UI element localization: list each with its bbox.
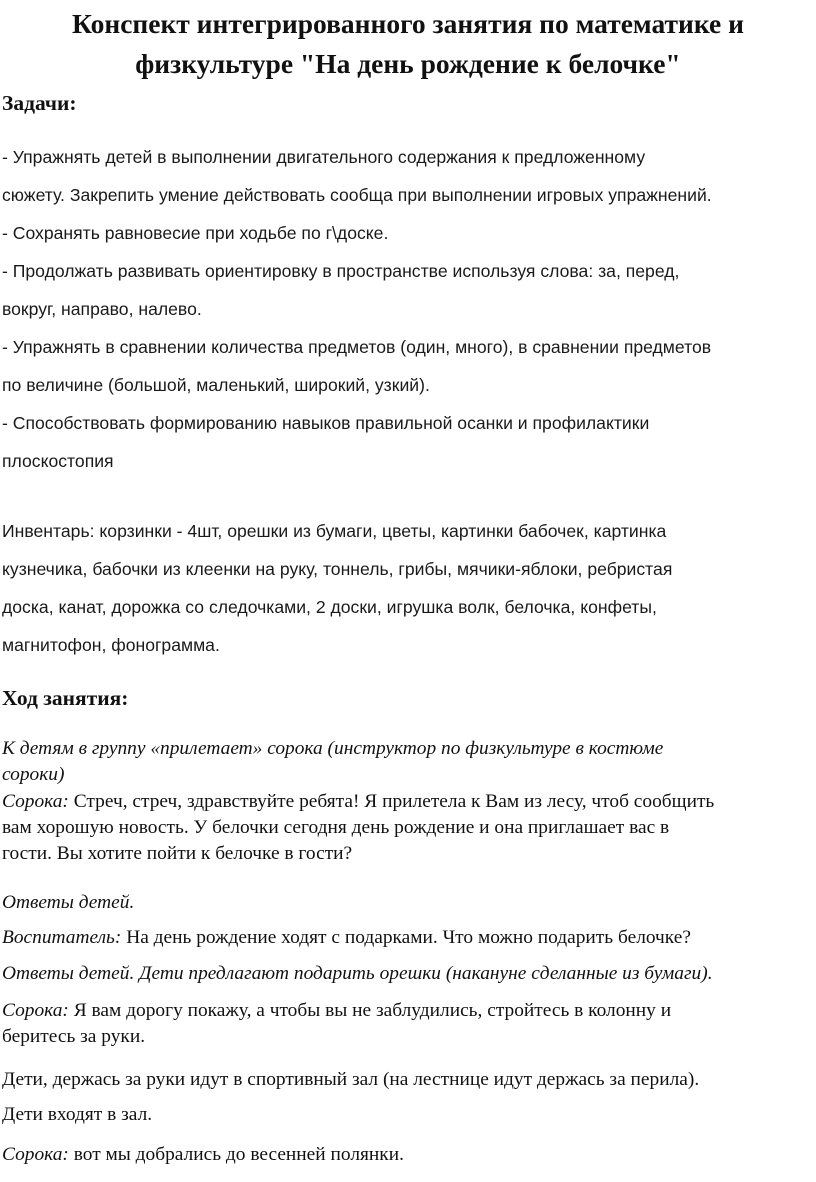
tasks-line: - Упражнять детей в выполнении двигательного содержания к предложенному — [2, 147, 646, 167]
paragraph-text: Я вам дорогу покажу, а чтобы вы не заблудились, стройтесь в колонну и — [68, 1000, 672, 1021]
paragraph-text: Ответы детей. Дети предлагают подарить орешки (накануне сделанные из бумаги). — [2, 963, 713, 984]
paragraph-magpie-meadow — [2, 1142, 814, 1168]
tasks-line: - Упражнять в сравнении количества предметов (один, много), в сравнении предметов — [2, 337, 712, 357]
paragraph-text: вот мы добрались до весенней полянки. — [68, 1144, 404, 1165]
tasks-line: - Способствовать формированию навыков правильной осанки и профилактики — [2, 413, 650, 433]
paragraph-text: беритесь за руки. — [2, 1026, 146, 1047]
document-title — [0, 0, 816, 84]
paragraph-text: Дети входят в зал. — [2, 1104, 153, 1125]
paragraph-magpie-road — [2, 998, 814, 1050]
inventory-line: кузнечика, бабочки из клеенки на руку, тоннель, грибы, мячики-яблоки, ребристая — [2, 559, 673, 579]
intro-line: К детям в группу «прилетает» сорока (инструктор по физкультуре в костюме — [2, 738, 664, 759]
paragraph-text: вам хорошую новость. У белочки сегодня день рождение и она приглашает вас в — [2, 817, 670, 838]
paragraph-magpie-greeting — [2, 789, 814, 867]
paragraph-children-answers — [2, 890, 814, 916]
paragraph-children-walk — [2, 1067, 814, 1093]
tasks-line: по величине (большой, маленький, широкий, узкий). — [2, 375, 430, 395]
paragraph-text: гости. Вы хотите пойти к белочке в гости? — [2, 843, 353, 864]
speaker-label: Сорока: — [2, 791, 69, 812]
speaker-label: Воспитатель: — [2, 927, 122, 948]
paragraph-text: Стреч, стреч, здравствуйте ребята! Я прилетела к Вам из лесу, чтоб сообщить — [68, 791, 715, 812]
tasks-line: плоскостопия — [2, 451, 114, 471]
paragraph-text: Дети, держась за руки идут в спортивный зал (на лестнице идут держась за перила). — [2, 1069, 700, 1090]
paragraph-children-suggest — [2, 961, 814, 987]
lesson-heading: Ход занятия: — [2, 686, 129, 710]
tasks-line: - Продолжать развивать ориентировку в пространстве используя слова: за, перед, — [2, 261, 680, 281]
tasks-line: вокруг, направо, налево. — [2, 299, 202, 319]
paragraph-text: На день рождение ходят с подарками. Что можно подарить белочке? — [121, 927, 691, 948]
title-line-2: физкультуре "На день рождение к белочке" — [135, 48, 681, 79]
inventory-line: магнитофон, фонограмма. — [2, 635, 220, 655]
intro-line: сороки) — [2, 764, 65, 785]
speaker-label: Сорока: — [2, 1144, 69, 1165]
speaker-label: Сорока: — [2, 1000, 69, 1021]
paragraph-teacher — [2, 925, 814, 951]
tasks-list — [2, 138, 814, 480]
lesson-intro — [2, 736, 814, 788]
paragraph-children-enter — [2, 1102, 814, 1128]
title-line-1: Конспект интегрированного занятия по математике и — [72, 8, 744, 39]
tasks-line: сюжету. Закрепить умение действовать сообща при выполнении игровых упражнений. — [2, 185, 712, 205]
inventory-paragraph — [2, 512, 814, 664]
inventory-line: доска, канат, дорожка со следочками, 2 доски, игрушка волк, белочка, конфеты, — [2, 597, 657, 617]
paragraph-text: Ответы детей. — [2, 892, 135, 913]
inventory-line: Инвентарь: корзинки - 4шт, орешки из бумаги, цветы, картинки бабочек, картинка — [2, 521, 667, 541]
tasks-heading: Задачи: — [2, 91, 77, 115]
tasks-line: - Сохранять равновесие при ходьбе по г\доске. — [2, 223, 389, 243]
